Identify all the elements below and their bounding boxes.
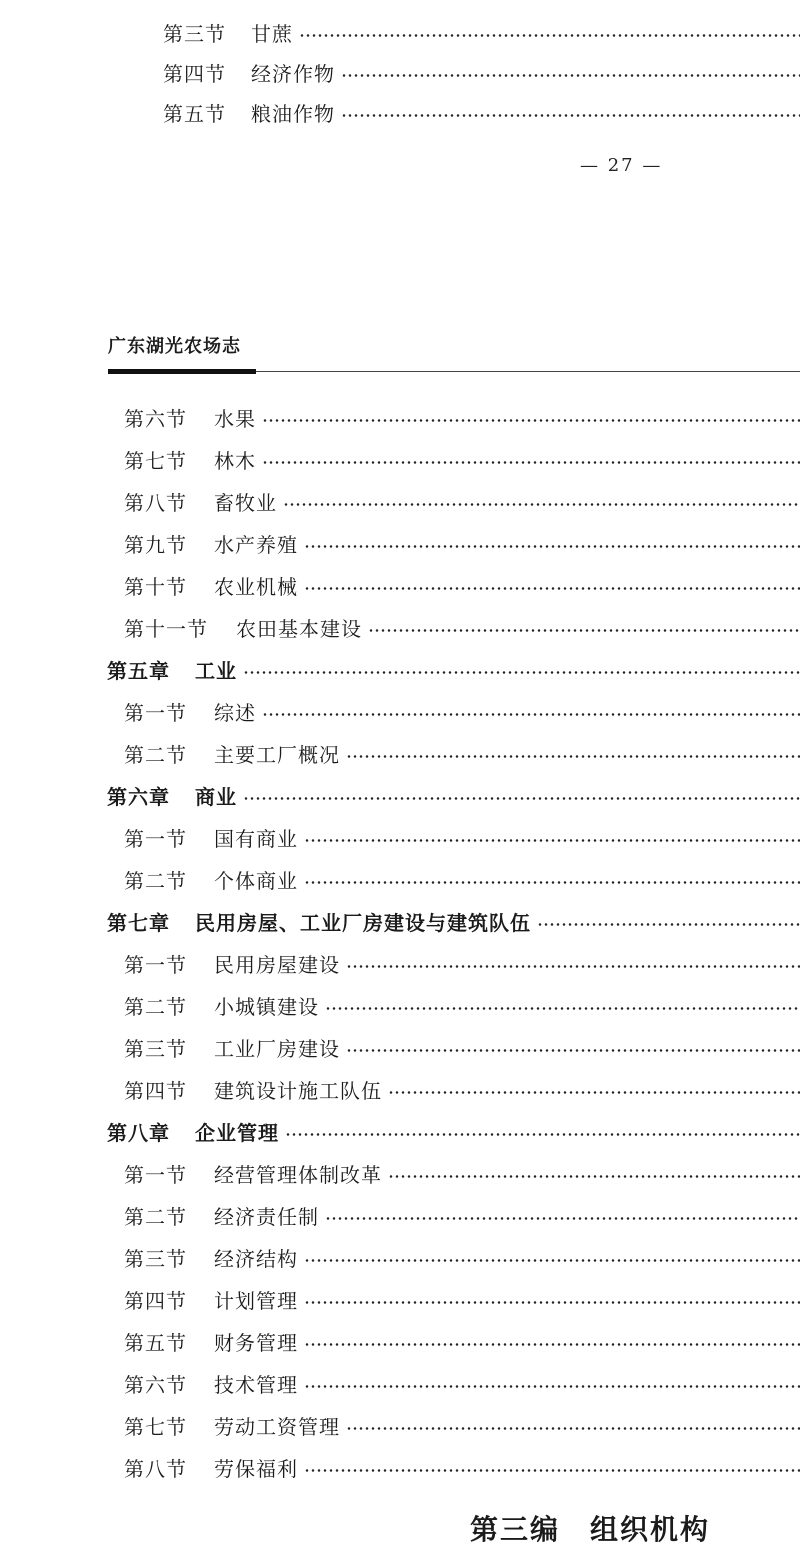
toc-section-number: 第七节	[124, 1414, 187, 1439]
top-page-fragment	[0, 0, 800, 200]
toc-section-number: 第七节	[124, 448, 187, 473]
toc-entry[interactable]	[0, 1237, 800, 1277]
toc-entry[interactable]	[0, 12, 800, 52]
toc-chapter-number: 第八章	[107, 1120, 170, 1145]
toc-section-number: 第八节	[124, 1456, 187, 1481]
toc-section-number: 第六节	[124, 1372, 187, 1397]
running-header: 广东湖光农场志	[108, 336, 241, 357]
toc-section-number: 第五节	[163, 101, 226, 126]
toc-section-title: 经济作物	[251, 61, 335, 86]
toc-entry[interactable]	[0, 817, 800, 857]
toc-section-number: 第二节	[124, 994, 187, 1019]
dot-leader	[262, 419, 800, 422]
toc-section-number: 第三节	[163, 21, 226, 46]
toc-entry[interactable]	[0, 1069, 800, 1109]
dot-leader	[243, 797, 800, 800]
dot-leader	[304, 839, 800, 842]
toc-entry[interactable]	[0, 607, 800, 647]
dot-leader	[262, 713, 800, 716]
toc-chapter-number: 第七章	[107, 910, 170, 935]
toc-section-number: 第二节	[124, 1204, 187, 1229]
dot-leader	[325, 1217, 800, 1220]
dot-leader	[304, 1469, 800, 1472]
toc-section-title: 工业厂房建设	[214, 1036, 340, 1061]
toc-entry[interactable]	[0, 397, 800, 437]
dot-leader	[341, 74, 800, 77]
toc-entry[interactable]	[0, 1153, 800, 1193]
header-rule-accent	[108, 369, 256, 374]
toc-section-title: 畜牧业	[214, 490, 277, 515]
toc-entry[interactable]	[0, 733, 800, 773]
toc-section-number: 第十一节	[124, 616, 208, 641]
toc-entry[interactable]	[0, 565, 800, 605]
toc-section-title: 劳动工资管理	[214, 1414, 340, 1439]
dot-leader	[346, 1427, 800, 1430]
part-title[interactable]: 第三编 组织机构	[470, 1513, 711, 1546]
toc-section-title: 经济责任制	[214, 1204, 319, 1229]
toc-chapter[interactable]	[0, 649, 800, 689]
dot-leader	[346, 965, 800, 968]
toc-section-title: 经济结构	[214, 1246, 298, 1271]
toc-chapter-title: 工业	[195, 658, 237, 683]
toc-section-number: 第六节	[124, 406, 187, 431]
toc-entry[interactable]	[0, 1405, 800, 1445]
toc-section-title: 水产养殖	[214, 532, 298, 557]
dot-leader	[388, 1175, 800, 1178]
toc-entry[interactable]	[0, 1279, 800, 1319]
dot-leader	[537, 923, 800, 926]
toc-section-title: 甘蔗	[251, 21, 293, 46]
toc-entry[interactable]	[0, 1363, 800, 1403]
toc-section-title: 财务管理	[214, 1330, 298, 1355]
dot-leader	[346, 1049, 800, 1052]
dot-leader	[304, 1301, 800, 1304]
toc-chapter-number: 第六章	[107, 784, 170, 809]
toc-chapter-title: 民用房屋、工业厂房建设与建筑队伍	[195, 910, 531, 935]
toc-section-number: 第八节	[124, 490, 187, 515]
dot-leader	[304, 587, 800, 590]
page-number: — 27 —	[580, 155, 663, 176]
toc-entry[interactable]	[0, 439, 800, 479]
toc-section-title: 劳保福利	[214, 1456, 298, 1481]
dot-leader	[388, 1091, 800, 1094]
dot-leader	[341, 114, 800, 117]
toc-section-title: 粮油作物	[251, 101, 335, 126]
toc-entry[interactable]	[0, 985, 800, 1025]
toc-section-number: 第二节	[124, 868, 187, 893]
toc-entry[interactable]	[0, 92, 800, 132]
dot-leader	[285, 1133, 800, 1136]
toc-section-number: 第五节	[124, 1330, 187, 1355]
toc-section-number: 第四节	[163, 61, 226, 86]
toc-section-number: 第四节	[124, 1078, 187, 1103]
dot-leader	[368, 629, 800, 632]
dot-leader	[304, 1343, 800, 1346]
dot-leader	[346, 755, 800, 758]
toc-section-number: 第一节	[124, 1162, 187, 1187]
toc-section-number: 第二节	[124, 742, 187, 767]
toc-chapter[interactable]	[0, 1111, 800, 1151]
toc-chapter-title: 企业管理	[195, 1120, 279, 1145]
dot-leader	[304, 1259, 800, 1262]
toc-section-title: 个体商业	[214, 868, 298, 893]
toc-entry[interactable]	[0, 691, 800, 731]
toc-entry[interactable]	[0, 1027, 800, 1067]
toc-entry[interactable]	[0, 1321, 800, 1361]
toc-entry[interactable]	[0, 1447, 800, 1487]
toc-section-number: 第十节	[124, 574, 187, 599]
toc-entry[interactable]	[0, 481, 800, 521]
toc-entry[interactable]	[0, 859, 800, 899]
dot-leader	[299, 34, 800, 37]
toc-section-number: 第一节	[124, 952, 187, 977]
toc-section-number: 第三节	[124, 1036, 187, 1061]
dot-leader	[283, 503, 800, 506]
toc-section-title: 水果	[214, 406, 256, 431]
toc-section-title: 小城镇建设	[214, 994, 319, 1019]
dot-leader	[243, 671, 800, 674]
toc-section-title: 农业机械	[214, 574, 298, 599]
toc-section-number: 第三节	[124, 1246, 187, 1271]
toc-entry[interactable]	[0, 1195, 800, 1235]
toc-entry[interactable]	[0, 52, 800, 92]
dot-leader	[304, 545, 800, 548]
toc-section-title: 国有商业	[214, 826, 298, 851]
toc-section-title: 农田基本建设	[236, 616, 362, 641]
toc-chapter-title: 商业	[195, 784, 237, 809]
toc-chapter[interactable]	[0, 901, 800, 941]
toc-section-number: 第九节	[124, 532, 187, 557]
toc-section-title: 经营管理体制改革	[214, 1162, 382, 1187]
toc-section-number: 第一节	[124, 826, 187, 851]
toc-section-title: 综述	[214, 700, 256, 725]
toc-section-title: 技术管理	[214, 1372, 298, 1397]
dot-leader	[325, 1007, 800, 1010]
toc-section-title: 建筑设计施工队伍	[214, 1078, 382, 1103]
dot-leader	[262, 461, 800, 464]
toc-entry[interactable]	[0, 943, 800, 983]
toc-chapter-number: 第五章	[107, 658, 170, 683]
toc-section-title: 林木	[214, 448, 256, 473]
toc-chapter[interactable]	[0, 775, 800, 815]
toc-section-number: 第四节	[124, 1288, 187, 1313]
toc-entry[interactable]	[0, 523, 800, 563]
toc-section-number: 第一节	[124, 700, 187, 725]
dot-leader	[304, 1385, 800, 1388]
toc-section-title: 民用房屋建设	[214, 952, 340, 977]
toc-section-title: 计划管理	[214, 1288, 298, 1313]
dot-leader	[304, 881, 800, 884]
toc-section-title: 主要工厂概况	[214, 742, 340, 767]
